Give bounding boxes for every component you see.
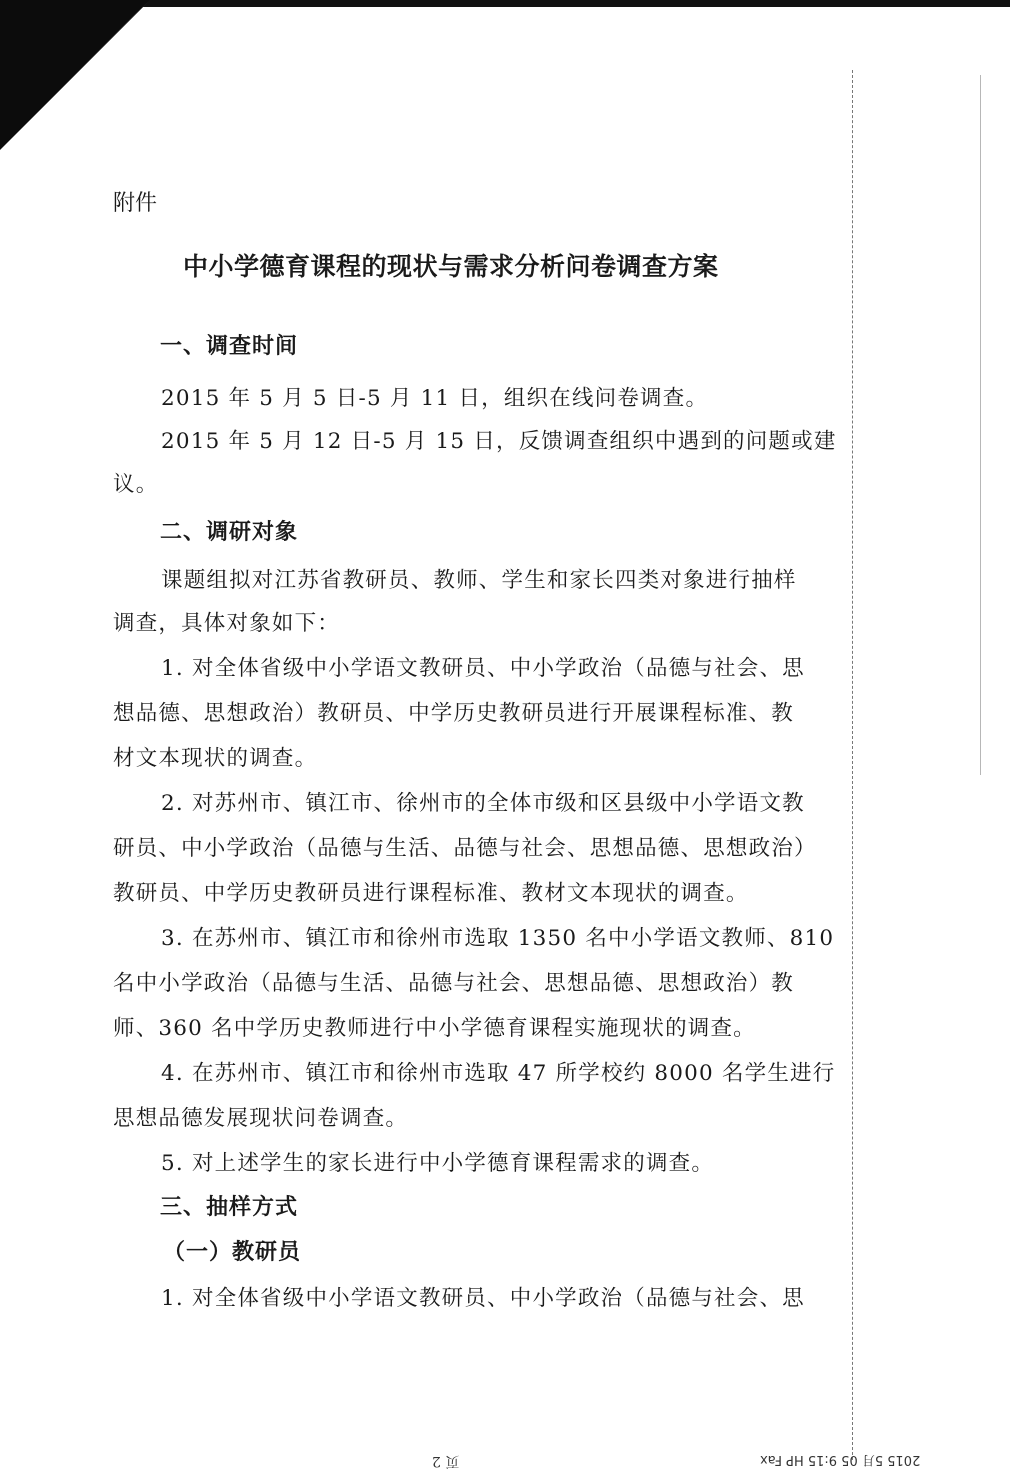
section-heading-research-subjects: 二、调研对象 [160, 519, 299, 545]
scan-edge-line [980, 75, 981, 775]
list-item-line: 想品德、思想政治）教研员、中学历史教研员进行开展课程标准、教 [113, 701, 795, 726]
list-item-line: 3. 在苏州市、镇江市和徐州市选取 1350 名中小学语文教师、810 [161, 926, 835, 951]
list-item-line: 1. 对全体省级中小学语文教研员、中小学政治（品德与社会、思 [161, 656, 805, 681]
scan-folded-corner [0, 0, 150, 150]
paragraph-line: 2015 年 5 月 5 日-5 月 11 日，组织在线问卷调查。 [161, 386, 709, 411]
list-item-line: 师、360 名中学历史教师进行中小学德育课程实施现状的调查。 [113, 1016, 756, 1041]
list-item-line: 材文本现状的调查。 [113, 746, 318, 771]
document-title: 中小学德育课程的现状与需求分析问卷调查方案 [183, 252, 719, 281]
list-item-line: 研员、中小学政治（品德与生活、品德与社会、思想品德、思想政治） [113, 836, 817, 861]
section-heading-survey-time: 一、调查时间 [160, 333, 299, 359]
paragraph-line: 议。 [113, 472, 159, 497]
page-number: 页 2 [432, 1453, 460, 1469]
list-item-line: 名中小学政治（品德与生活、品德与社会、思想品德、思想政治）教 [113, 971, 795, 996]
fax-header: 2015 5月 05 9:15 HP Fax [760, 1452, 921, 1467]
list-item-line: 1. 对全体省级中小学语文教研员、中小学政治（品德与社会、思 [161, 1286, 805, 1311]
paragraph-line: 2015 年 5 月 12 日-5 月 15 日，反馈调查组织中遇到的问题或建 [161, 429, 837, 454]
scan-margin-line [852, 70, 853, 1460]
list-item-line: 5. 对上述学生的家长进行中小学德育课程需求的调查。 [161, 1151, 715, 1176]
section-heading-sampling-method: 三、抽样方式 [160, 1194, 299, 1220]
list-item-line: 4. 在苏州市、镇江市和徐州市选取 47 所学校约 8000 名学生进行 [161, 1061, 836, 1086]
list-item-line: 教研员、中学历史教研员进行课程标准、教材文本现状的调查。 [113, 881, 749, 906]
subsection-heading-researchers: （一）教研员 [163, 1239, 302, 1265]
paragraph-line: 课题组拟对江苏省教研员、教师、学生和家长四类对象进行抽样 [161, 568, 797, 593]
scan-top-edge [0, 0, 1010, 7]
list-item-line: 思想品德发展现状问卷调查。 [113, 1106, 409, 1131]
list-item-line: 2. 对苏州市、镇江市、徐州市的全体市级和区县级中小学语文教 [161, 791, 805, 816]
paragraph-line: 调查，具体对象如下： [113, 611, 341, 636]
attachment-label: 附件 [113, 191, 158, 216]
